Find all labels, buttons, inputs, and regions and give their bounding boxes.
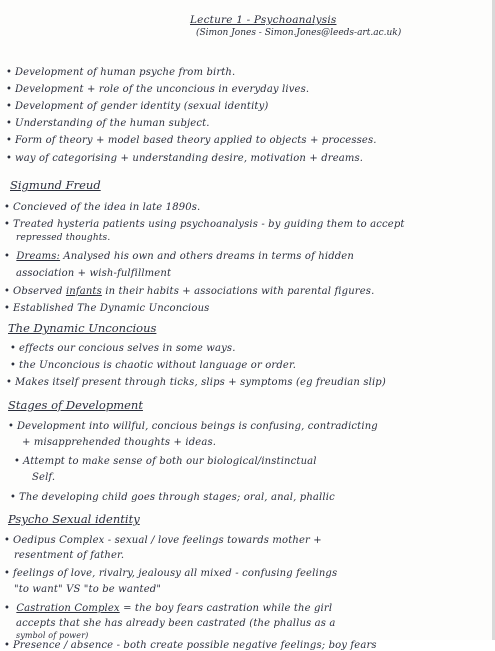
intro-item: • Development of gender identity (sexual identity) bbox=[6, 101, 268, 112]
dreams-label: Dreams: bbox=[16, 251, 61, 262]
dreams-text: Analysed his own and others dreams in terms of hidden bbox=[63, 251, 354, 262]
psycho-item-continued: resentment of father. bbox=[14, 550, 125, 561]
dynamic-item: • Makes itself present through ticks, slips + symptoms (eg freudian slip) bbox=[6, 377, 386, 388]
infants-word: infants bbox=[65, 286, 102, 297]
castration-label: Castration Complex bbox=[16, 603, 120, 614]
freud-item: • Treated hysteria patients using psychoanalysis - by guiding them to accept bbox=[4, 219, 405, 230]
psycho-item-continued: "to want" VS "to be wanted" bbox=[14, 584, 162, 595]
freud-item-continued: repressed thoughts. bbox=[16, 233, 111, 243]
stages-item-continued: + misapprehended thoughts + ideas. bbox=[22, 437, 217, 448]
psycho-item-continued: accepts that she has already been castrated (the phallus as a bbox=[16, 618, 336, 629]
psycho-item bbox=[4, 603, 332, 614]
psycho-item: • Presence / absence - both create possible negative feelings; boy fears bbox=[4, 640, 377, 651]
freud-item: • Concieved of the idea in late 1890s. bbox=[4, 202, 200, 213]
castration-text: = the boy fears castration while the girl bbox=[123, 603, 333, 614]
intro-item: • Development of human psyche from birth. bbox=[6, 67, 235, 78]
stages-item: • The developing child goes through stages; oral, anal, phallic bbox=[10, 492, 335, 503]
freud-item: • Established The Dynamic Unconcious bbox=[4, 303, 209, 314]
freud-item: • Observed infants in their habits + associations with parental figures. bbox=[4, 286, 374, 297]
intro-item: • Understanding of the human subject. bbox=[6, 118, 210, 129]
psycho-item: • feelings of love, rivalry, jealousy all mixed - confusing feelings bbox=[4, 568, 337, 579]
freud-item bbox=[4, 251, 354, 262]
psycho-item: • Oedipus Complex - sexual / love feelings towards mother + bbox=[4, 535, 322, 546]
stages-item: • Attempt to make sense of both our biological/instinctual bbox=[14, 456, 317, 467]
dynamic-item: • the Unconcious is chaotic without language or order. bbox=[10, 360, 296, 371]
stages-item: • Development into willful, concious beings is confusing, contradicting bbox=[8, 421, 378, 432]
page-subtitle: (Simon Jones - Simon.Jones@leeds-art.ac.uk) bbox=[196, 28, 402, 38]
intro-item: • way of categorising + understanding desire, motivation + dreams. bbox=[6, 153, 363, 164]
freud-item-continued: association + wish-fulfillment bbox=[16, 268, 172, 279]
page-title: Lecture 1 - Psychoanalysis bbox=[190, 14, 337, 26]
section-heading-dynamic: The Dynamic Unconcious bbox=[8, 321, 157, 335]
psycho-item-continued: symbol of power) bbox=[16, 631, 89, 640]
intro-item: • Development + role of the unconcious in everyday lives. bbox=[6, 84, 309, 95]
dynamic-item: • effects our concious selves in some ways. bbox=[10, 343, 236, 354]
section-heading-psycho: Psycho Sexual identity bbox=[8, 512, 140, 526]
stages-item-continued: Self. bbox=[32, 472, 56, 483]
section-heading-freud: Sigmund Freud bbox=[10, 178, 101, 192]
section-heading-stages: Stages of Development bbox=[8, 398, 143, 412]
intro-item: • Form of theory + model based theory applied to objects + processes. bbox=[6, 135, 377, 146]
